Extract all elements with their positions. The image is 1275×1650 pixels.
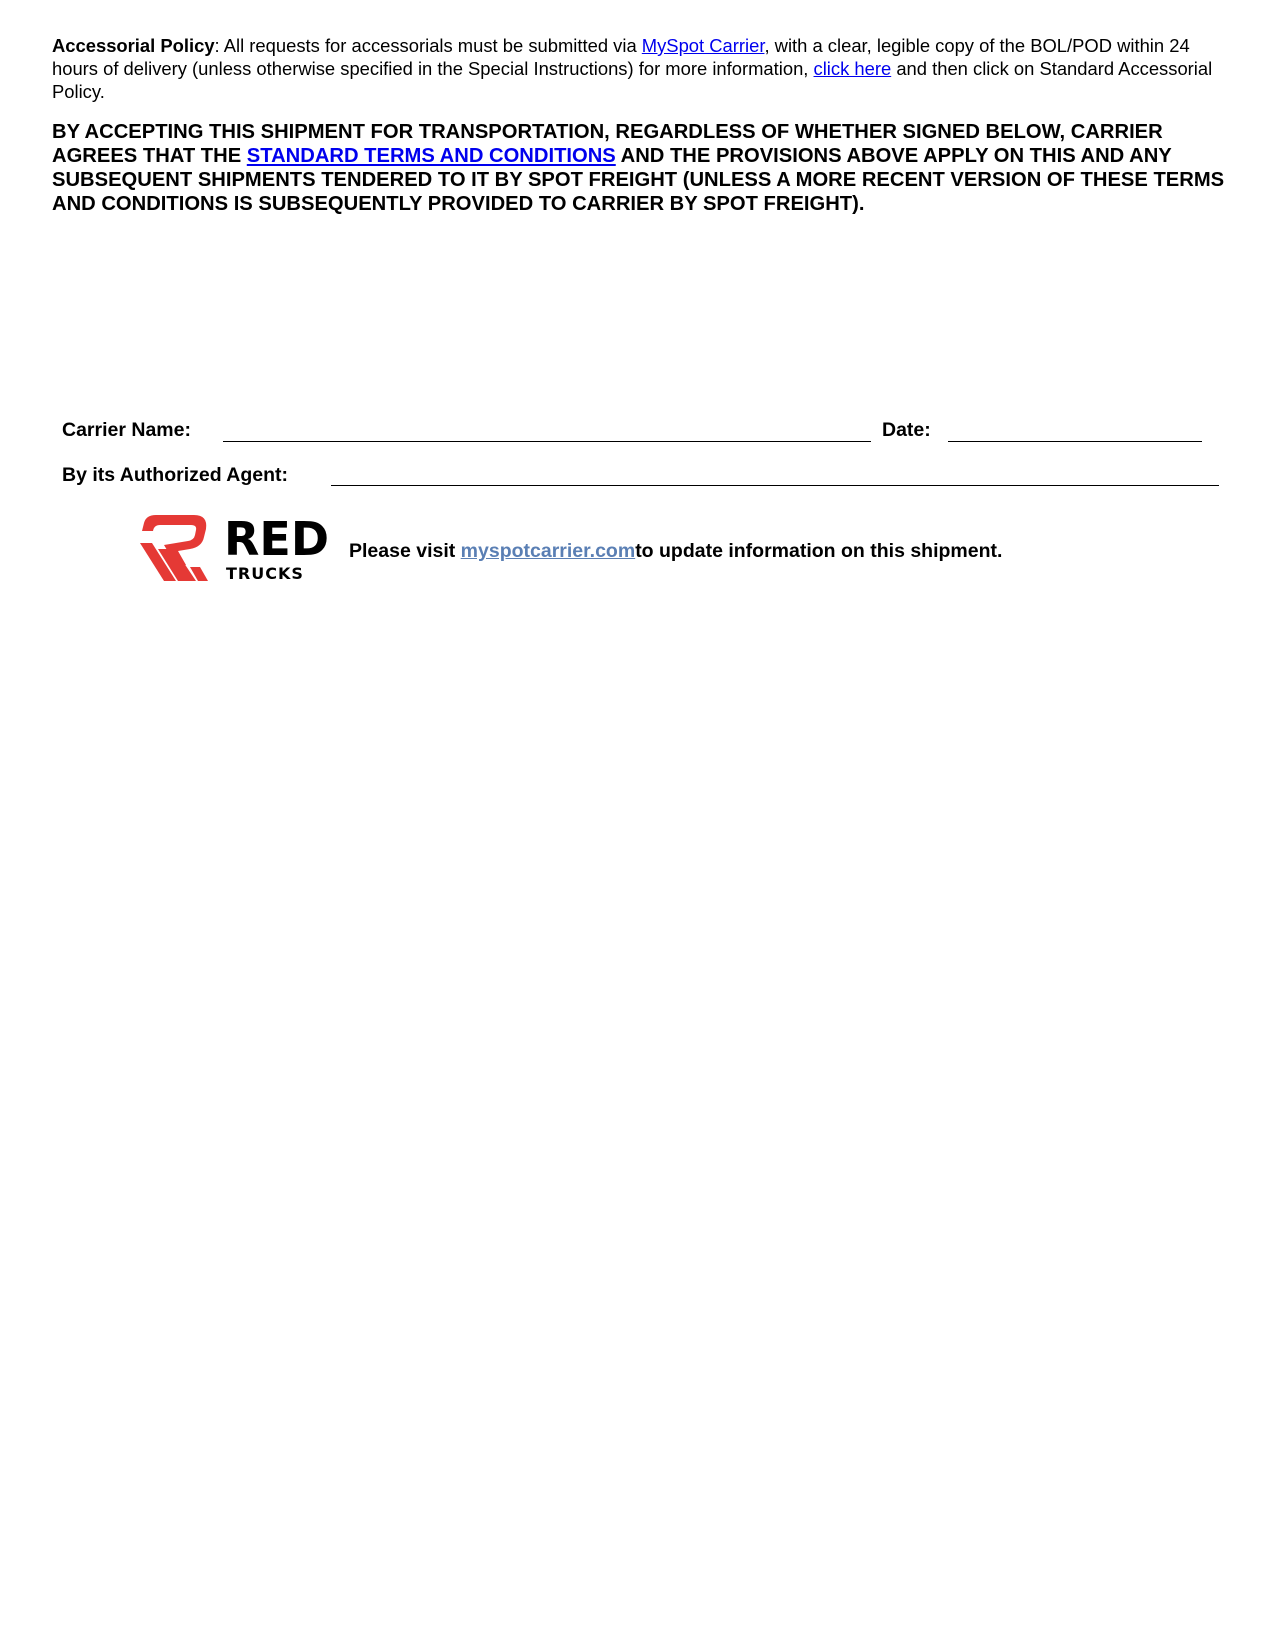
agreement-text-1: BY ACCEPTING THIS SHIPMENT FOR TRANSPORTATION, REGARDLESS OF WHETHER SIGNED BELOW, CARRIER AGREES THAT THE: [52, 121, 1163, 167]
date-line[interactable]: [948, 441, 1202, 442]
visit-line: [349, 539, 1002, 563]
visit-text-1: Please visit: [349, 540, 461, 562]
visit-text-2: to update information on this shipment.: [635, 540, 1003, 562]
carrier-name-label: Carrier Name:: [62, 419, 191, 441]
accessorial-policy-text-1: : All requests for accessorials must be submitted via: [214, 35, 642, 56]
accessorial-policy-label: Accessorial Policy: [52, 35, 215, 56]
agreement-paragraph: [52, 120, 1242, 216]
myspotcarrier-link[interactable]: myspotcarrier.com: [460, 540, 636, 562]
logo-subword: TRUCKS: [226, 564, 304, 581]
click-here-link[interactable]: click here: [813, 58, 892, 79]
red-trucks-logo-mark: [140, 515, 208, 581]
date-label: Date:: [882, 419, 931, 441]
accessorial-policy-text-2: , with a clear, legible copy of the BOL/POD within 24 hours of delivery (unless otherwise specified in the Special Instructions) for more information,: [52, 35, 1190, 79]
accessorial-policy-text-3: and then click on Standard Accessorial Policy.: [52, 58, 1213, 102]
agreement-text-2: AND THE PROVISIONS ABOVE APPLY ON THIS AND ANY SUBSEQUENT SHIPMENTS TENDERED TO IT BY SPOT FREIGHT (UNLESS A MORE RECENT VERSION OF THESE TERMS AND CONDITIONS IS SUBSEQUENTLY PROVIDED TO CARRIER BY SPOT FREIGHT).: [52, 145, 1225, 215]
authorized-agent-label: By its Authorized Agent:: [62, 464, 289, 486]
authorized-agent-line[interactable]: [331, 485, 1219, 486]
accessorial-policy-paragraph: [52, 34, 1227, 103]
standard-terms-link[interactable]: STANDARD TERMS AND CONDITIONS: [246, 145, 616, 167]
carrier-name-line[interactable]: [223, 441, 871, 442]
red-trucks-logo: [138, 515, 333, 581]
myspot-carrier-link[interactable]: MySpot Carrier: [641, 35, 765, 56]
logo-word: RED: [224, 515, 330, 566]
